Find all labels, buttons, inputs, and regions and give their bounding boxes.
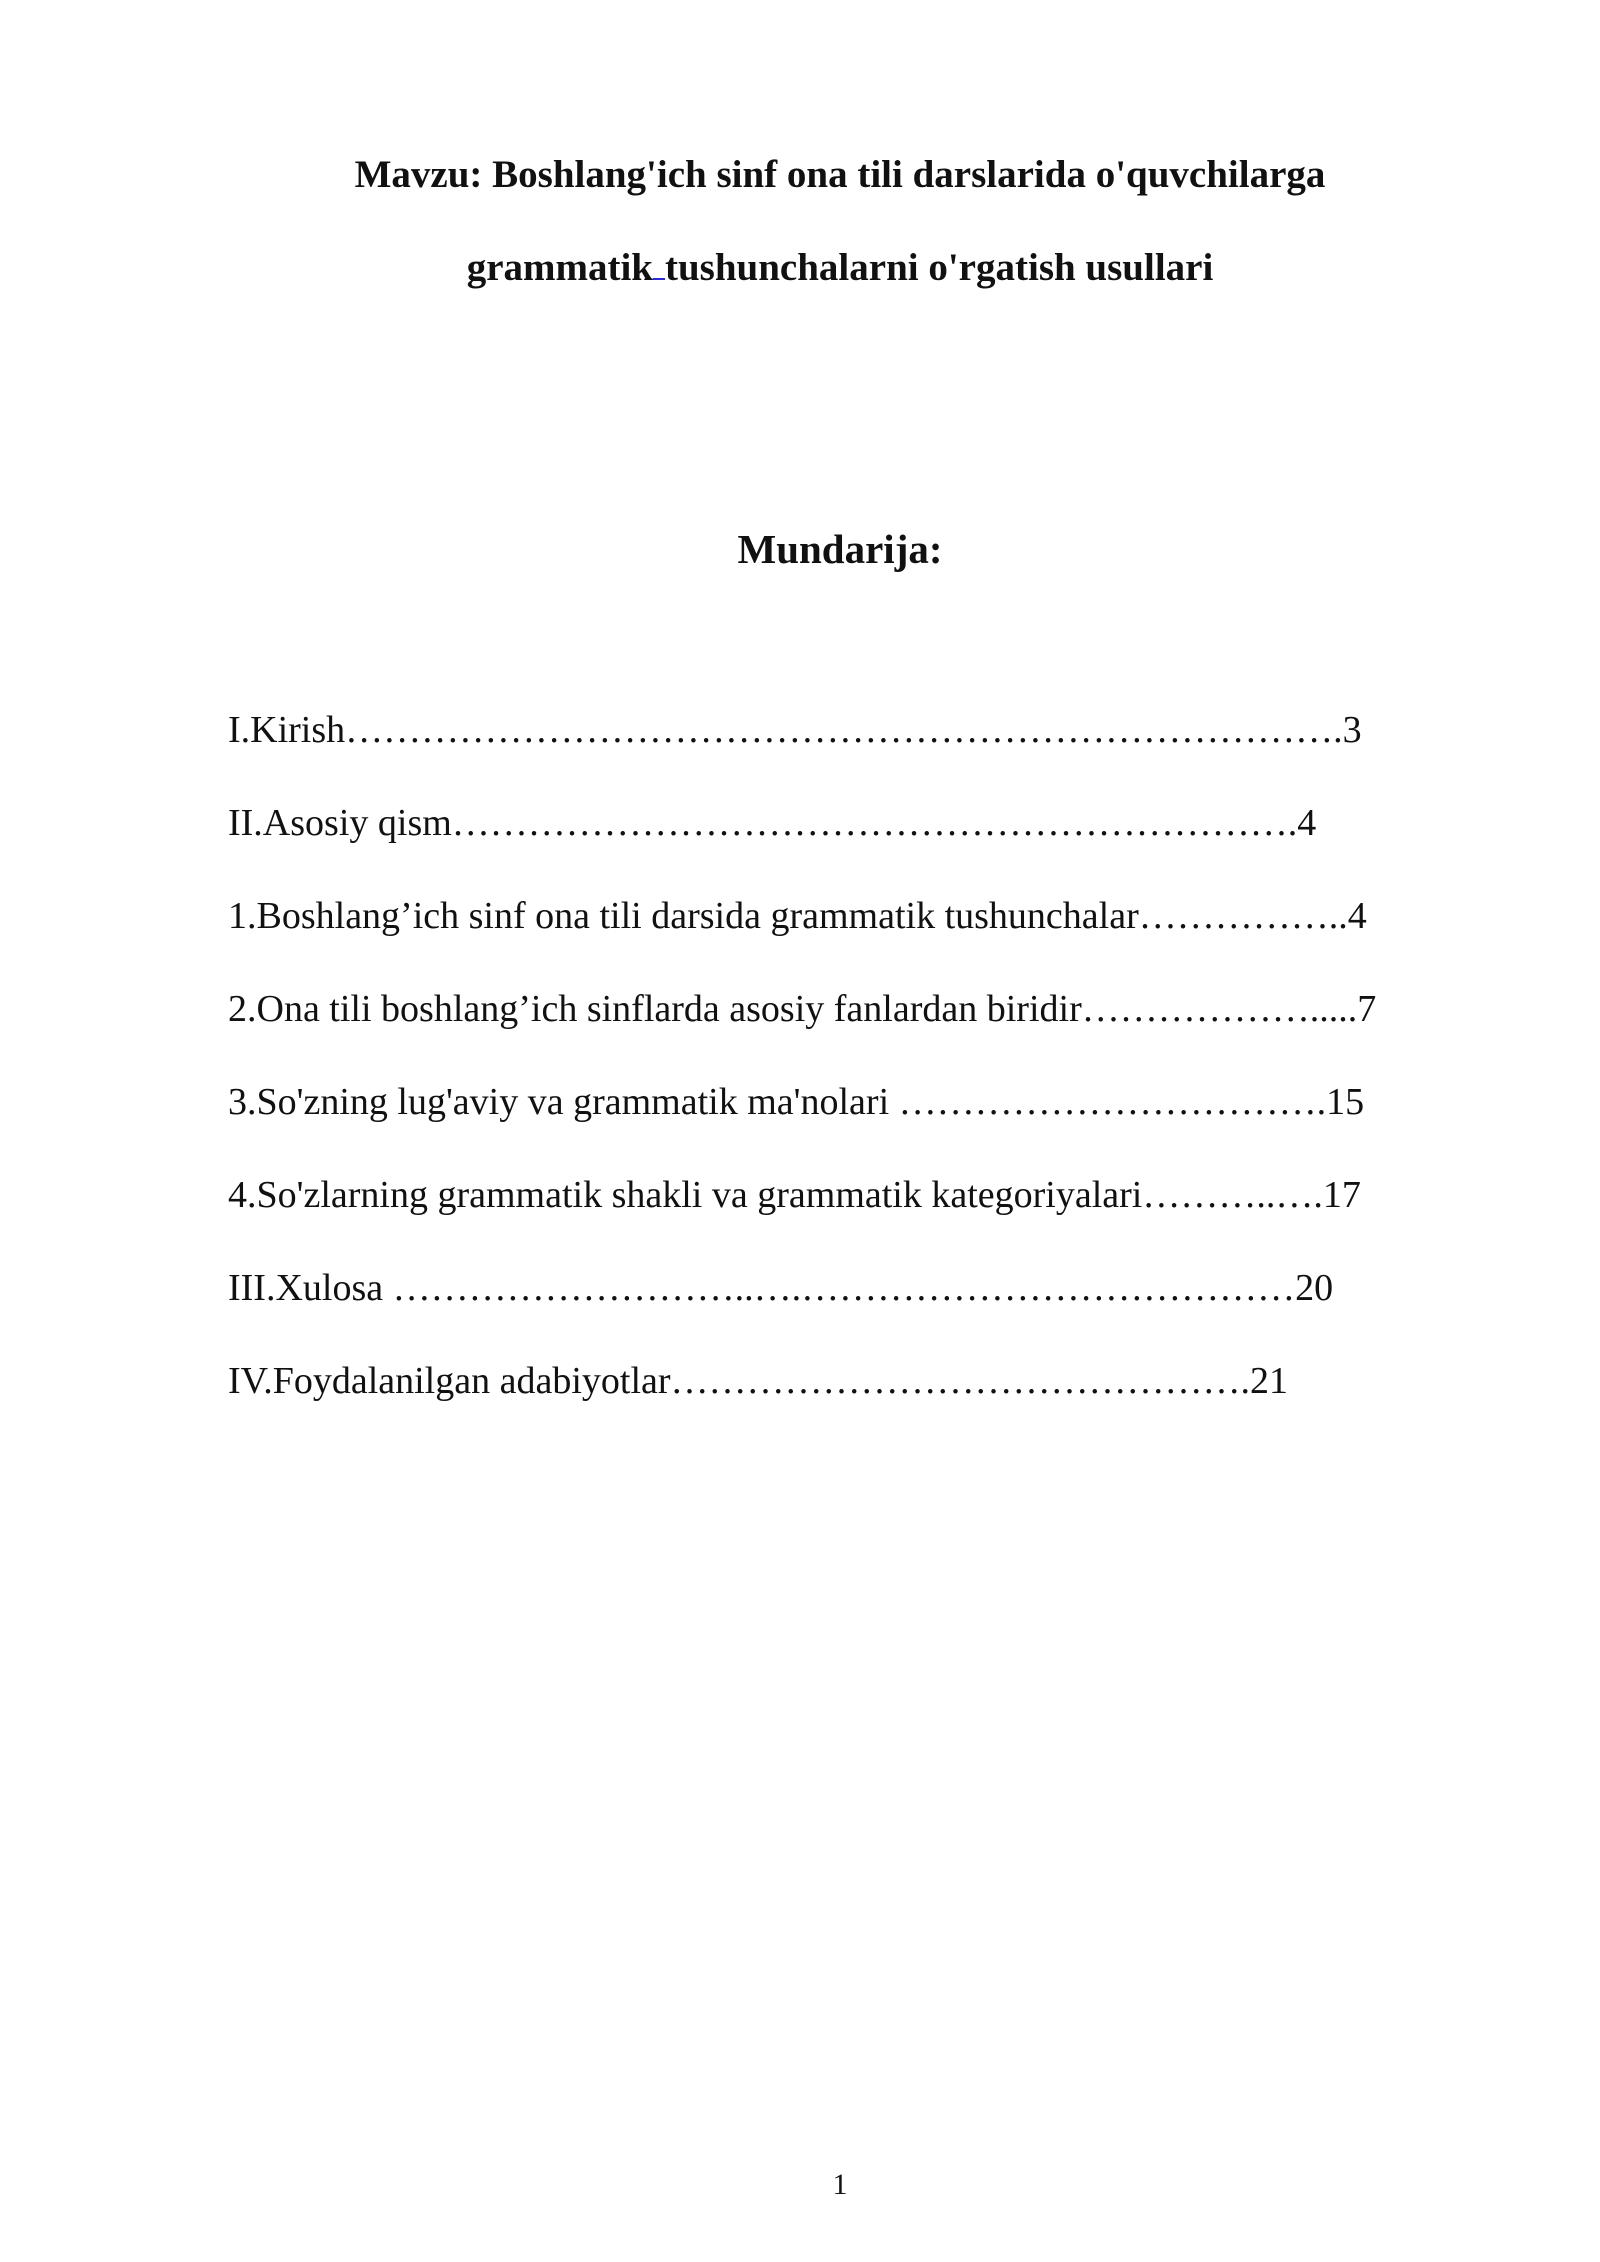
contents-heading: Mundarija:	[737, 526, 943, 572]
title-line-2	[0, 245, 1600, 290]
title-line-2-part-b: tushunchalarni o'rgatish usullari	[665, 246, 1214, 289]
title-line-2-part-a: grammatik	[466, 246, 653, 289]
toc-entry-references: IV.Foydalanilgan adabiyotlar……………………………………….21	[228, 1360, 1289, 1402]
toc-entry-introduction: I.Kirish…………………………………………………………………….3	[228, 709, 1362, 751]
hyperlink-underline	[653, 248, 665, 280]
toc-entry-conclusion: III.Xulosa ………………………..….…………………………………20	[228, 1267, 1334, 1309]
table-of-contents	[228, 705, 1468, 1449]
toc-entry-section-1: 1.Boshlang’ich sinf ona tili darsida grammatik tushunchalar……………..4	[228, 895, 1367, 937]
toc-entry-main-part: II.Asosiy qism………………………………………………………….4	[228, 802, 1317, 844]
toc-entry-section-3: 3.So'zning lug'aviy va grammatik ma'nolari …………………………….15	[228, 1081, 1365, 1123]
title-line-1: Mavzu: Boshlang'ich sinf ona tili darslarida o'quvchilarga	[354, 153, 1326, 196]
toc-entry-section-2: 2.Ona tili boshlang’ich sinflarda asosiy fanlardan biridir……………….....7	[228, 988, 1377, 1030]
page-number: 1	[832, 2168, 848, 2201]
toc-entry-section-4: 4.So'zlarning grammatik shakli va grammatik kategoriyalari………..….17	[228, 1174, 1361, 1216]
